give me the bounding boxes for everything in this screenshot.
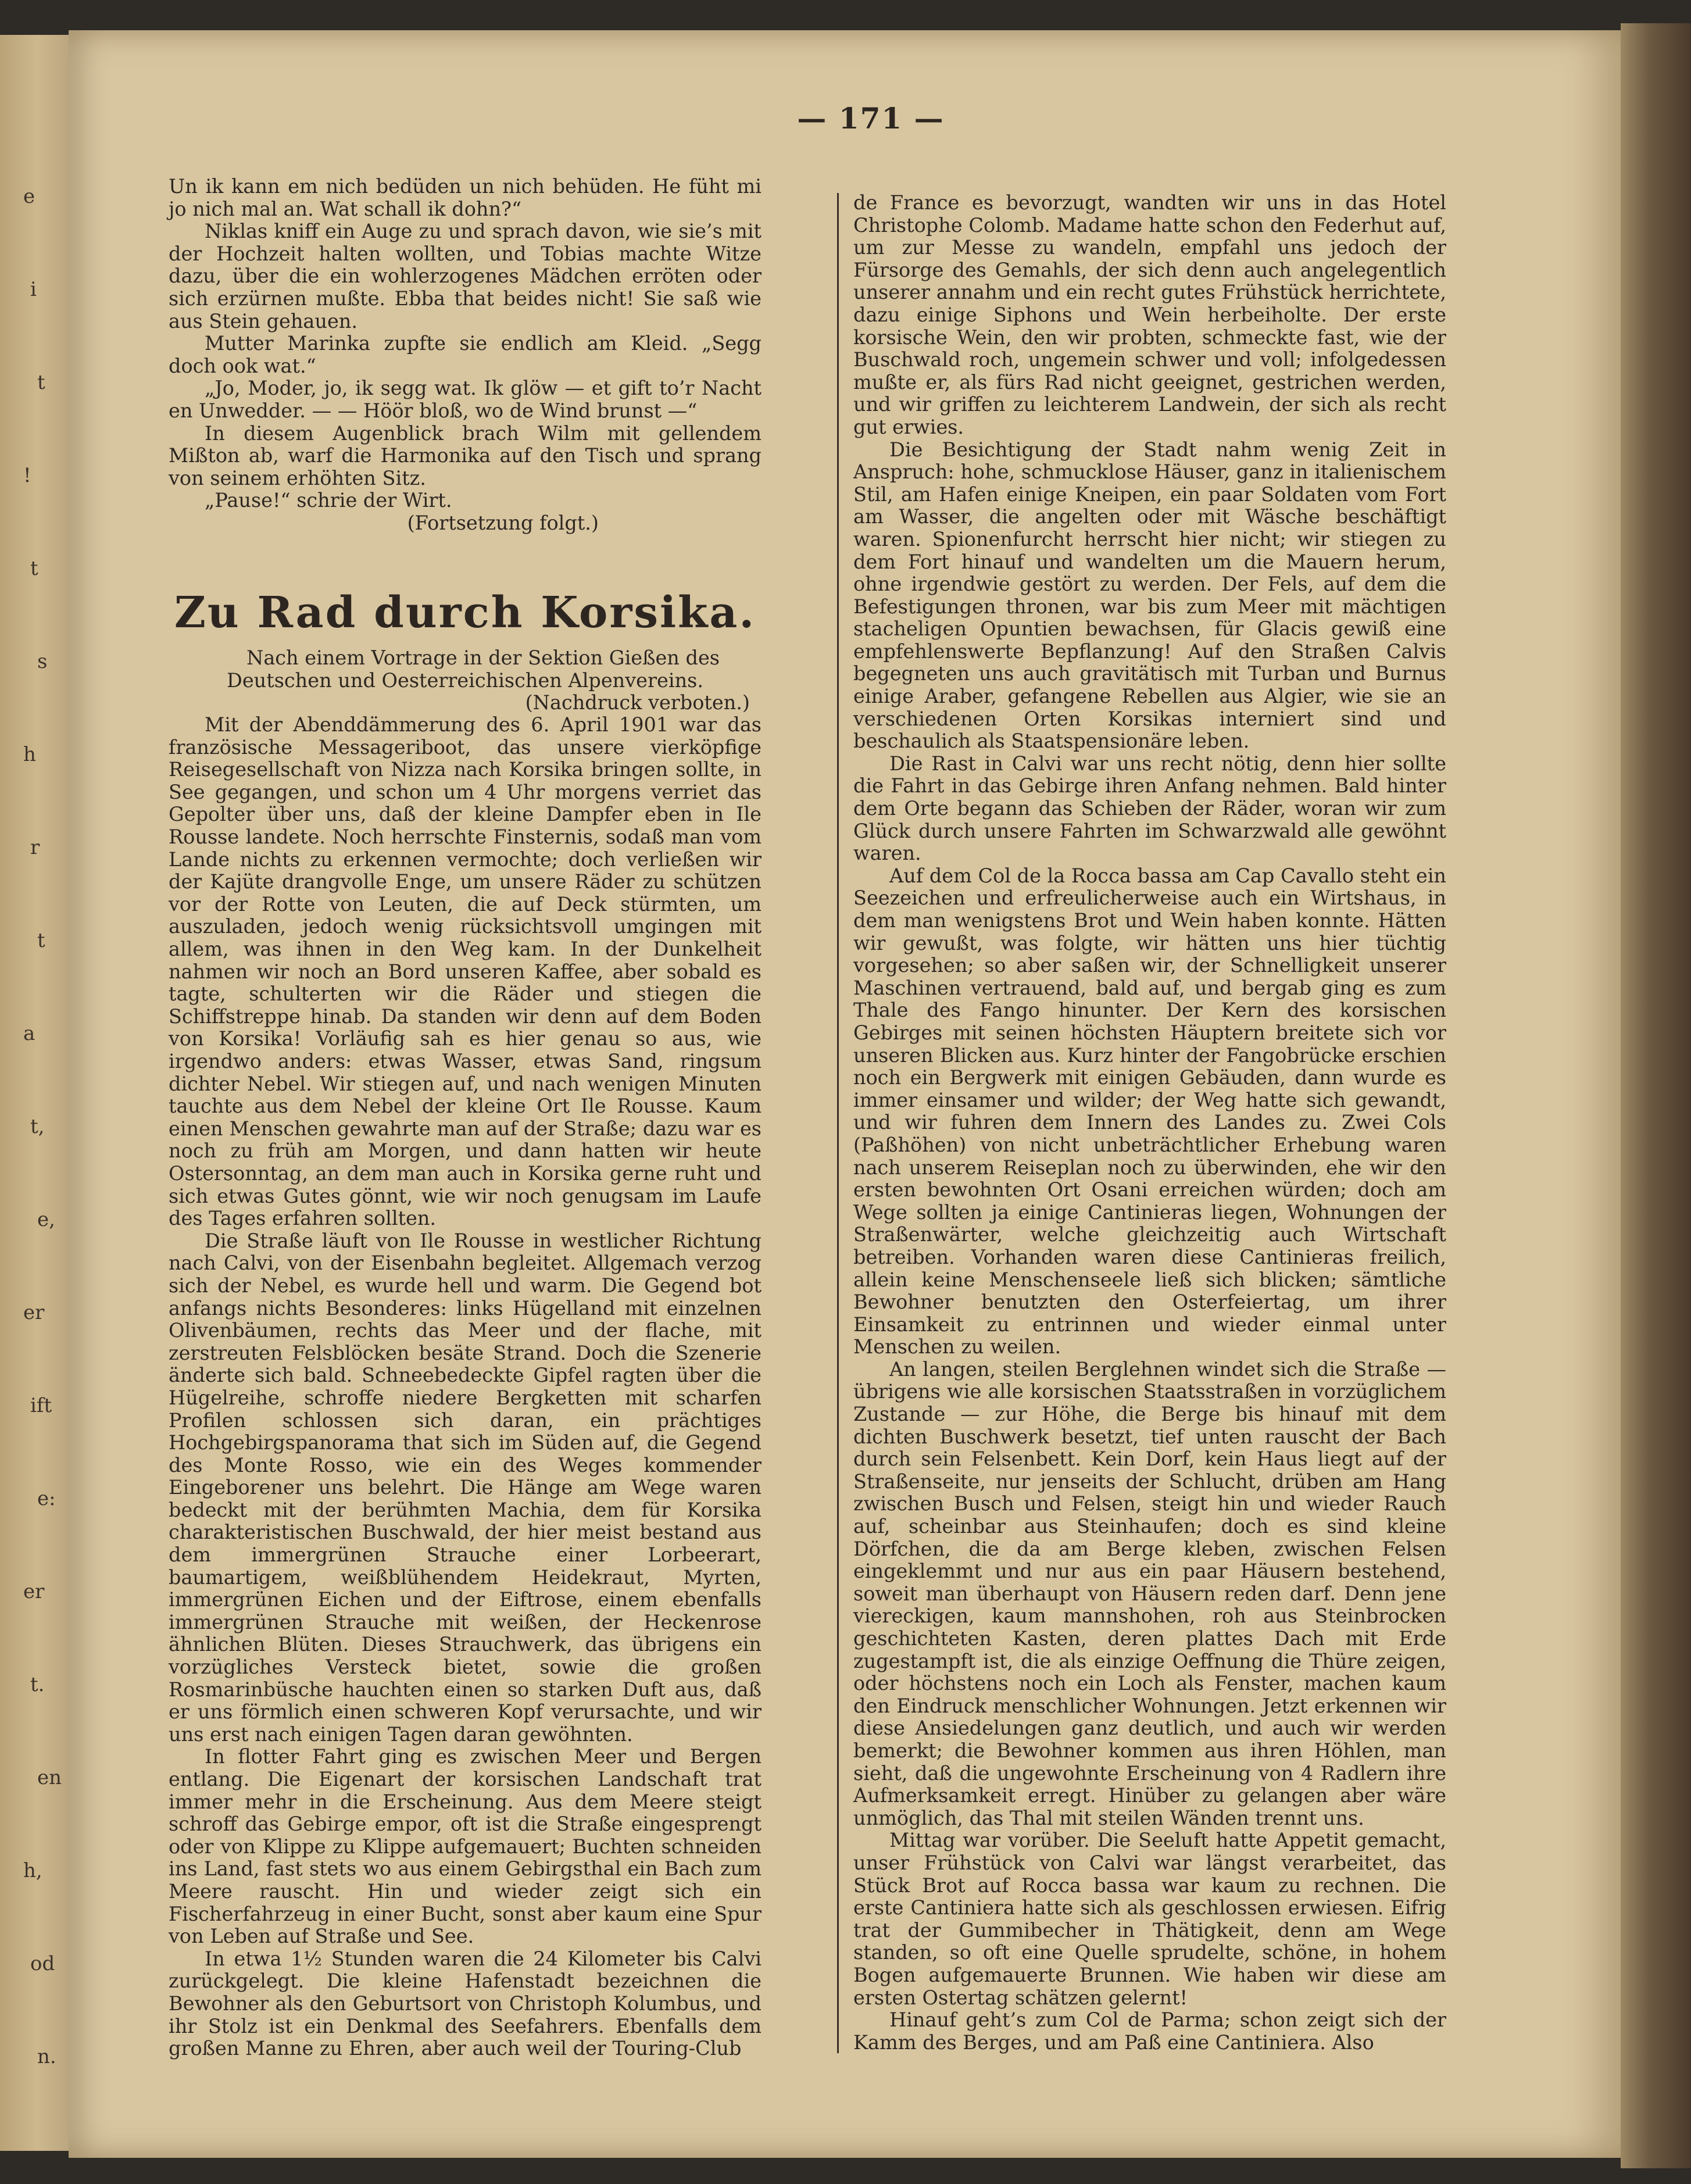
previous-page-fragment: n. [37, 2045, 56, 2068]
story-paragraph: Mutter Marinka zupfte sie endlich am Kleid. „Segg doch ook wat.“ [169, 332, 762, 377]
previous-page-fragment: h, [23, 1859, 42, 1882]
article-headline: Zu Rad durch Korsika. [174, 587, 756, 638]
previous-page-fragment: e [23, 185, 35, 208]
previous-page-fragment: ift [30, 1394, 52, 1417]
previous-page-fragment: t [30, 557, 38, 580]
previous-page-edge [0, 35, 70, 2151]
previous-page-fragment: t, [30, 1115, 45, 1138]
article-paragraph: Mittag war vorüber. Die Seeluft hatte Appetit gemacht, unser Frühstück von Calvi war längst verarbeitet, das Stück Brot auf Rocca bassa war kaum zu rechnen. Die erste Cantiniera hatte sich als geschlossen erwiesen. Eifrig trat der Gummibecher in Thätigkeit, denn am Wege standen, so oft eine Quelle sprudelte, schöne, in hohem Bogen aufgemauerte Brunnen. Wie haben wir diese am ersten Ostertag schätzen gelernt! [853, 1829, 1446, 2009]
previous-page-fragment: t [37, 371, 45, 394]
article-paragraph: Auf dem Col de la Rocca bassa am Cap Cavallo steht ein Seezeichen und erfreulicherweise auch ein Wirtshaus, in dem man wenigstens Brot und Wein haben konnte. Hätten wir gewußt, was folgte, wir hätten uns hier tüchtig vorgesehen; so aber saßen wir, der Schnelligkeit unserer Maschinen vertrauend, bald auf, und bergab ging es zum Thale des Fango hinunter. Der Kern des korsischen Gebirges mit seinen höchsten Häuptern breitete sich vor unseren Blicken aus. Kurz hinter der Fangobrücke erschien noch ein Bergwerk mit einigen Gebäuden, dann wurde es immer einsamer und wilder; der Weg hatte sich gewandt, und wir fuhren dem Innern des Landes zu. Zwei Cols (Paßhöhen) von nicht unbeträchtlicher Erhebung waren nach unserem Reiseplan noch zu überwinden, ehe wir den ersten bewohnten Ort Osani erreichen würden; doch am Wege sollten ja einige Cantinieras liegen, Wohnungen der Straßenwärter, welche gleichzeitig auch Wirtschaft betreiben. Vorhanden waren diese Cantinieras freilich, allein keine Menschenseele ließ sich blicken; sämtliche Bewohner benutzten den Osterfeiertag, um ihrer Einsamkeit zu entrinnen und wieder einmal unter Menschen zu weilen. [853, 864, 1446, 1359]
article-paragraph: Die Straße läuft von Ile Rousse in westlicher Richtung nach Calvi, von der Eisenbahn begleitet. Allgemach verzog sich der Nebel, es wurde hell und warm. Die Gegend bot anfangs nichts Besonderes: links Hügelland mit einzelnen Olivenbäumen, rechts das Meer und der flache, mit zerstreuten Felsblöcken besäte Strand. Doch die Szenerie änderte sich bald. Schneebedeckte Gipfel ragten über die Hügelreihe, schroffe niedere Bergketten mit scharfen Profilen schlossen sich daran, ein prächtiges Hochgebirgspanorama that sich im Süden auf, die Gegend des Monte Rosso, wie ein des Weges kommender Eingeborener uns belehrt. Die Hänge am Wege waren bedeckt mit der berühmten Machia, dem für Korsika charakteristischen Buschwald, der hier meist bestand aus dem immergrünen Strauche einer Lorbeerart, baumartigem, weißblühendem Heidekraut, Myrten, immergrünen Eichen und der Eiftrose, einem ebenfalls immergrünen Strauche mit weißen, der Heckenrose ähnlichen Blüten. Dieses Strauchwerk, das übrigens ein vorzügliches Versteck bietet, sowie die großen Rosmarinbüsche hauchten einen so starken Duft aus, daß er uns förmlich einen schweren Kopf verursachte, und wir uns erst nach einigen Tagen daran gewöhnten. [169, 1229, 762, 1746]
article-paragraph: Mit der Abenddämmerung des 6. April 1901 war das französische Messageriboot, das unsere vierköpfige Reisegesellschaft von Nizza nach Korsika bringen sollte, in See gegangen, und schon um 4 Uhr morgens verriet das Gepolter über uns, daß der kleine Dampfer eben in Ile Rousse landete. Noch herrschte Finsternis, sodaß man vom Lande nichts zu erkennen vermochte; doch verließen wir der Kajüte drangvolle Enge, um unsere Räder zu schützen vor der Rotte von Leuten, die auf Deck stürmten, um auszuladen, jedoch wenig rücksichtsvoll umgingen mit allem, was ihnen in den Weg kam. In der Dunkelheit nahmen wir noch an Bord unseren Kaffee, aber sobald es tagte, schulterten wir die Räder und stiegen die Schiffstreppe hinab. Da standen wir denn auf dem Boden von Korsika! Vorläufig sah es hier genau so aus, wie irgendwo anders: etwas Wasser, etwas Sand, ringsum dichter Nebel. Wir stiegen auf, und nach wenigen Minuten tauchte aus dem Nebel der kleine Ort Ile Rousse. Kaum einen Menschen gewahrte man auf der Straße; dazu war es noch zu früh am Morgen, und dann hatten wir heute Ostersonntag, an dem man auch in Korsika gerne ruht und sich etwas Gutes gönnt, wie wir noch genugsam im Laufe des Tages erfahren sollten. [169, 713, 762, 1230]
previous-page-fragment: e: [37, 1487, 56, 1510]
article-paragraph: Hinauf geht’s zum Col de Parma; schon zeigt sich der Kamm des Berges, und am Paß eine Cantiniera. Also [853, 2008, 1446, 2054]
column-divider [837, 193, 839, 2053]
left-column [169, 176, 762, 2060]
previous-page-fragment: e, [37, 1208, 55, 1231]
previous-page-fragment: r [30, 836, 40, 859]
story-paragraph: In diesem Augenblick brach Wilm mit gellendem Mißton ab, warf die Harmonika auf den Tisch und sprang von seinem erhöhten Sitz. [169, 421, 762, 489]
article-paragraph: Die Besichtigung der Stadt nahm wenig Zeit in Anspruch: hohe, schmucklose Häuser, ganz in italienischem Stil, am Hafen einige Kneipen, ein paar Soldaten vom Fort am Wasser, die angelten oder mit Wäsche beschäftigt waren. Spionenfurcht herrscht hier nicht; wir stiegen zu dem Fort hinauf und wandelten um die Mauern herum, ohne irgendwie gestört zu werden. Der Fels, auf dem die Befestigungen thronen, war bis zum Meer mit mächtigen stacheligen Opuntien bewachsen, für Glacis gewiß eine empfehlenswerte Bepflanzung! Auf den Straßen Calvis begegneten uns auch gravitätisch mit Turban und Burnus einige Araber, gefangene Rebellen aus Algier, wie sie an verschiedenen Orten Korsikas interniert sind und beschaulich als Staatspensionäre leben. [853, 438, 1446, 753]
article-paragraph: In etwa 1½ Stunden waren die 24 Kilometer bis Calvi zurückgelegt. Die kleine Hafenstadt bezeichnen die Bewohner als den Geburtsort von Christoph Kolumbus, und ihr Stolz ist ein Denkmal des Seefahrers. Ebenfalls dem großen Manne zu Ehren, aber auch weil der Touring-Club [169, 1947, 762, 2060]
previous-page-fragment: ! [23, 464, 31, 487]
article-paragraph: An langen, steilen Berglehnen windet sich die Straße — übrigens wie alle korsischen Staatsstraßen in vorzüglichem Zustande — zur Höhe, die Berge bis hinauf mit dem dichten Buschwerk besetzt, tief unten rauscht der Bach durch sein Felsenbett. Kein Dorf, kein Haus liegt auf der Straßenseite, nur jenseits der Schlucht, drüben am Hang zwischen Busch und Felsen, steigt hin und wieder Rauch auf, scheinbar aus Steinhaufen; doch es sind kleine Dörfchen, die da am Berge kleben, zwischen Felsen eingeklemmt und nur aus ein paar Häusern bestehend, soweit man überhaupt von Häusern reden darf. Denn jene viereckigen, kaum mannshohen, roh aus Steinbrocken geschichteten Kasten, deren plattes Dach mit Erde zugestampft ist, die als einzige Oeffnung die Thüre zeigen, oder höchstens noch ein Loch als Fenster, machen kaum den Eindruck menschlicher Wohnungen. Jetzt erkennen wir diese Ansiedelungen ganz deutlich, und auch wir werden bemerkt; die Bewohner kommen aus ihren Höhlen, man sieht, daß die ungewohnte Erscheinung von 4 Radlern ihre Aufmerksamkeit erregt. Hinüber zu gelangen aber wäre unmöglich, das Thal mit steilen Wänden trennt uns. [853, 1357, 1446, 1829]
previous-page-fragment: s [37, 650, 48, 673]
story-paragraph: Un ik kann em nich bedüden un nich behüden. He füht mi jo nich mal an. Wat schall ik dohn?“ [169, 175, 762, 220]
book-binding-edge [1621, 23, 1691, 2168]
previous-page-fragment: t. [30, 1673, 45, 1696]
article-paragraph: Die Rast in Calvi war uns recht nötig, denn hier sollte die Fahrt in das Gebirge ihren Anfang nehmen. Bald hinter dem Orte begann das Schieben der Räder, woran wir zum Glück durch unsere Fahrten im Schwarzwald alle gewöhnt waren. [853, 752, 1446, 865]
article-paragraph: de France es bevorzugt, wandten wir uns in das Hotel Christophe Colomb. Madame hatte schon den Federhut auf, um zur Messe zu wandeln, empfahl uns jedoch der Fürsorge des Gemahls, der sich denn auch angelegentlich unserer annahm und ein recht gutes Frühstück herrichtete, dazu einige Siphons und Wein herbeiholte. Der erste korsische Wein, den wir probten, schmeckte fast, wie der Buschwald roch, ungemein schwer und voll; infolgedessen mußte er, als fürs Rad nicht geeignet, gestrichen werden, und wir griffen zu leichterem Landwein, der sich als recht gut erwies. [853, 191, 1446, 438]
previous-page-fragment: t [37, 929, 45, 952]
previous-page-fragment: er [23, 1580, 45, 1603]
continuation-note: (Fortsetzung folgt.) [407, 511, 599, 534]
previous-page-fragment: i [30, 278, 37, 301]
previous-page-fragment: a [23, 1022, 35, 1045]
article-paragraph: In flotter Fahrt ging es zwischen Meer und Bergen entlang. Die Eigenart der korsischen Landschaft trat immer mehr in die Erscheinung. Aus dem Meere steigt schroff das Gebirge empor, oft ist die Straße eingesprengt oder von Klippe zu Klippe aufgemauert; Buchten schneiden ins Land, fast stets wo aus einem Gebirgsthal ein Bach zum Meere rauscht. Hin und wieder zeigt sich ein Fischerfahrzeug in einer Bucht, sonst aber kaum eine Spur von Leben auf Straße und See. [169, 1745, 762, 1948]
previous-page-fragment: h [23, 743, 36, 766]
newspaper-page [69, 30, 1621, 2158]
right-column [853, 192, 1446, 2054]
reprint-notice: (Nachdruck verboten.) [525, 691, 750, 714]
previous-page-fragment: od [30, 1952, 55, 1975]
story-paragraph: „Jo, Moder, jo, ik segg wat. Ik glöw — et gift to’r Nacht en Unwedder. — — Höör bloß, wo de Wind brunst —“ [169, 377, 762, 422]
previous-page-fragment: en [37, 1766, 62, 1789]
article-subheadline: Nach einem Vortrage in der Sektion Gießen des Deutschen und Oesterreichischen Alpenvereins. [227, 646, 720, 692]
previous-page-fragment: er [23, 1301, 45, 1324]
page-number: — 171 — [797, 101, 945, 135]
story-paragraph: „Pause!“ schrie der Wirt. [205, 489, 452, 512]
story-paragraph: Niklas kniff ein Auge zu und sprach davon, wie sie’s mit der Hochzeit halten wollten, und Tobias machte Witze dazu, über die ein wohlerzogenes Mädchen erröten oder sich erzürnen mußte. Ebba that beides nicht! Sie saß wie aus Stein gehauen. [169, 220, 762, 333]
